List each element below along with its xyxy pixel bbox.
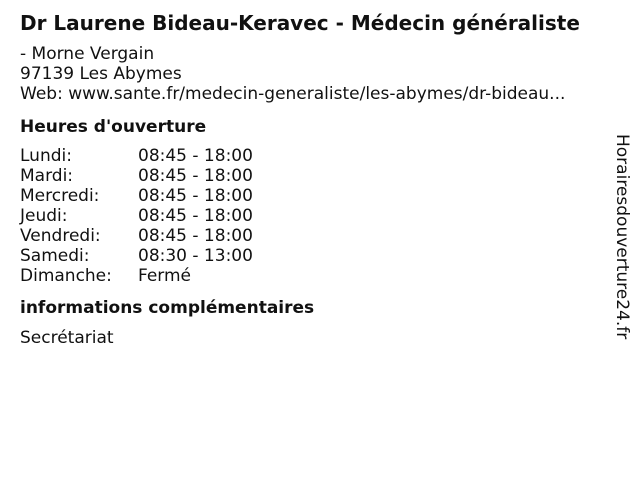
- hours-row-sunday: [20, 266, 610, 286]
- business-title: Dr Laurene Bideau-Keravec - Médecin généraliste: [20, 11, 580, 35]
- day-label: Mercredi:: [20, 186, 100, 206]
- hours-value: 08:45 - 18:00: [138, 146, 253, 166]
- day-label: Lundi:: [20, 146, 72, 166]
- additional-info-heading: informations complémentaires: [20, 298, 315, 318]
- hours-row-thursday: [20, 206, 610, 226]
- hours-row-tuesday: [20, 166, 610, 186]
- hours-row-saturday: [20, 246, 610, 266]
- hours-row-friday: [20, 226, 610, 246]
- business-contact: [20, 44, 610, 104]
- hours-value: 08:45 - 18:00: [138, 206, 253, 226]
- hours-value: 08:45 - 18:00: [138, 166, 253, 186]
- day-label: Mardi:: [20, 166, 74, 186]
- address-line-1: - Morne Vergain: [20, 44, 155, 64]
- hours-value: Fermé: [138, 266, 192, 286]
- additional-info-text: Secrétariat: [20, 328, 114, 348]
- business-card: [20, 10, 610, 348]
- day-label: Vendredi:: [20, 226, 101, 246]
- address-line-2: 97139 Les Abymes: [20, 64, 182, 84]
- website-label: Web:: [20, 84, 63, 104]
- day-label: Dimanche:: [20, 266, 112, 286]
- hours-row-monday: [20, 146, 610, 166]
- day-label: Samedi:: [20, 246, 90, 266]
- vertical-site-brand: Horairesdouverture24.fr: [612, 134, 632, 340]
- hours-row-wednesday: [20, 186, 610, 206]
- hours-value: 08:45 - 18:00: [138, 186, 253, 206]
- day-label: Jeudi:: [20, 206, 68, 226]
- hours-value: 08:30 - 13:00: [138, 246, 253, 266]
- opening-hours-heading: Heures d'ouverture: [20, 117, 207, 137]
- website-link[interactable]: www.sante.fr/medecin-generaliste/les-abymes/dr-bideau...: [68, 84, 566, 104]
- website-row: [20, 84, 610, 104]
- hours-value: 08:45 - 18:00: [138, 226, 253, 246]
- opening-hours-list: [20, 146, 610, 286]
